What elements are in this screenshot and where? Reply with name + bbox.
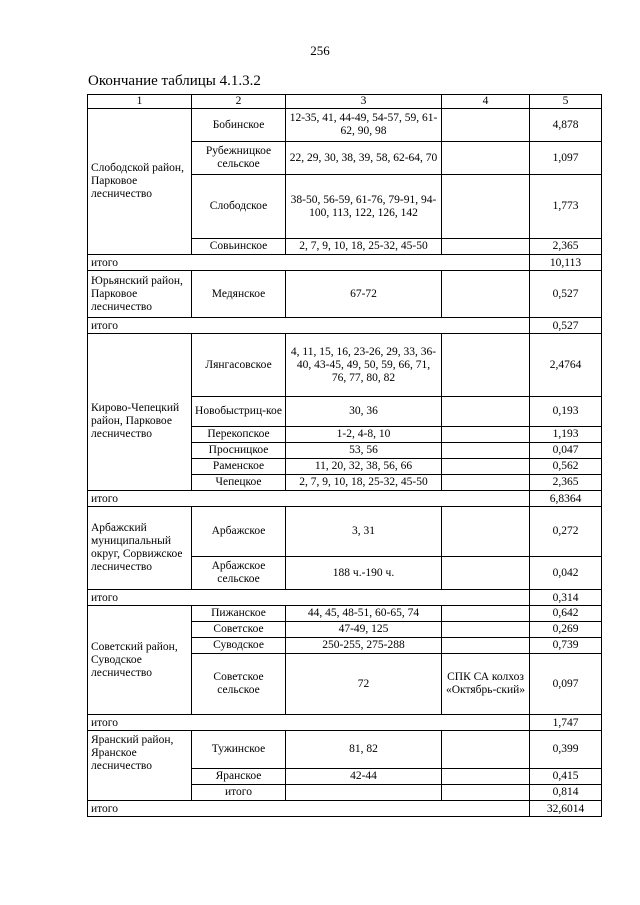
header-row <box>88 95 602 109</box>
quarters-cell: 4, 11, 15, 16, 23-26, 29, 33, 36-40, 43-45, 49, 50, 59, 66, 71, 76, 77, 80, 82 <box>286 334 442 397</box>
quarters-cell: 188 ч.-190 ч. <box>286 557 442 590</box>
total-row <box>88 491 602 507</box>
forestry-cell: Советское сельское <box>192 654 286 715</box>
area-cell: 0,415 <box>530 769 602 785</box>
district-cell: Юрьянский район, Парковое лесничество <box>88 271 192 318</box>
note-cell <box>442 475 530 491</box>
district-cell: Арбажский муниципальный округ, Сорвижское лесничество <box>88 507 192 590</box>
grand-total-row <box>88 801 602 817</box>
note-cell <box>442 109 530 142</box>
forestry-table <box>87 94 602 817</box>
area-cell: 0,642 <box>530 606 602 622</box>
total-label: итого <box>88 590 530 606</box>
area-cell: 2,365 <box>530 475 602 491</box>
note-cell: СПК СА колхоз «Октябрь-ский» <box>442 654 530 715</box>
forestry-cell: Советское <box>192 622 286 638</box>
note-cell <box>442 769 530 785</box>
header-cell: 2 <box>192 95 286 109</box>
area-cell: 0,269 <box>530 622 602 638</box>
area-cell: 2,4764 <box>530 334 602 397</box>
page-number: 256 <box>310 43 330 58</box>
quarters-cell: 38-50, 56-59, 61-76, 79-91, 94-100, 113, 122, 126, 142 <box>286 175 442 239</box>
quarters-cell: 250-255, 275-288 <box>286 638 442 654</box>
total-row <box>88 255 602 271</box>
total-value: 10,113 <box>530 255 602 271</box>
quarters-cell: 1-2, 4-8, 10 <box>286 427 442 443</box>
forestry-cell: Чепецкое <box>192 475 286 491</box>
total-value: 6,8364 <box>530 491 602 507</box>
quarters-cell: 67-72 <box>286 271 442 318</box>
total-row <box>88 590 602 606</box>
note-cell <box>442 443 530 459</box>
total-value: 0,527 <box>530 318 602 334</box>
subtotal-label: итого <box>192 785 286 801</box>
header-cell: 5 <box>530 95 602 109</box>
quarters-cell: 72 <box>286 654 442 715</box>
forestry-cell: Арбажское сельское <box>192 557 286 590</box>
area-cell: 0,042 <box>530 557 602 590</box>
subtotal-value: 0,814 <box>530 785 602 801</box>
table-caption: Окончание таблицы 4.1.3.2 <box>88 73 261 89</box>
area-cell: 1,193 <box>530 427 602 443</box>
area-cell: 2,365 <box>530 239 602 255</box>
quarters-cell: 3, 31 <box>286 507 442 557</box>
area-cell: 0,399 <box>530 731 602 769</box>
note-cell <box>442 271 530 318</box>
empty-cell <box>442 785 530 801</box>
forestry-cell: Арбажское <box>192 507 286 557</box>
total-value: 0,314 <box>530 590 602 606</box>
area-cell: 0,527 <box>530 271 602 318</box>
area-cell: 0,562 <box>530 459 602 475</box>
empty-cell <box>286 785 442 801</box>
table-row <box>88 334 602 397</box>
forestry-cell: Рубежницкое сельское <box>192 142 286 175</box>
note-cell <box>442 459 530 475</box>
forestry-cell: Тужинское <box>192 731 286 769</box>
table-row <box>88 731 602 769</box>
note-cell <box>442 427 530 443</box>
quarters-cell: 12-35, 41, 44-49, 54-57, 59, 61-62, 90, 98 <box>286 109 442 142</box>
note-cell <box>442 638 530 654</box>
note-cell <box>442 622 530 638</box>
forestry-cell: Медянское <box>192 271 286 318</box>
total-row <box>88 715 602 731</box>
note-cell <box>442 557 530 590</box>
area-cell: 0,272 <box>530 507 602 557</box>
district-cell: Кирово-Чепецкий район, Парковое лесничество <box>88 334 192 491</box>
forestry-cell: Пижанское <box>192 606 286 622</box>
area-cell: 0,047 <box>530 443 602 459</box>
quarters-cell: 11, 20, 32, 38, 56, 66 <box>286 459 442 475</box>
note-cell <box>442 142 530 175</box>
quarters-cell: 47-49, 125 <box>286 622 442 638</box>
table-row <box>88 271 602 318</box>
total-label: итого <box>88 491 530 507</box>
note-cell <box>442 239 530 255</box>
district-cell: Советский район, Суводское лесничество <box>88 606 192 715</box>
total-label: итого <box>88 255 530 271</box>
area-cell: 0,193 <box>530 397 602 427</box>
quarters-cell: 42-44 <box>286 769 442 785</box>
district-cell: Слободской район, Парковое лесничество <box>88 109 192 255</box>
grand-total-label: итого <box>88 801 530 817</box>
total-row <box>88 318 602 334</box>
quarters-cell: 30, 36 <box>286 397 442 427</box>
forestry-cell: Перекопское <box>192 427 286 443</box>
quarters-cell: 44, 45, 48-51, 60-65, 74 <box>286 606 442 622</box>
total-label: итого <box>88 715 530 731</box>
forestry-cell: Бобинское <box>192 109 286 142</box>
area-cell: 1,773 <box>530 175 602 239</box>
forestry-cell: Слободское <box>192 175 286 239</box>
total-value: 1,747 <box>530 715 602 731</box>
note-cell <box>442 731 530 769</box>
header-cell: 1 <box>88 95 192 109</box>
table-row <box>88 109 602 142</box>
header-cell: 4 <box>442 95 530 109</box>
table-row <box>88 606 602 622</box>
header-cell: 3 <box>286 95 442 109</box>
area-cell: 1,097 <box>530 142 602 175</box>
note-cell <box>442 507 530 557</box>
note-cell <box>442 397 530 427</box>
area-cell: 4,878 <box>530 109 602 142</box>
area-cell: 0,097 <box>530 654 602 715</box>
forestry-cell: Новобыстриц-кое <box>192 397 286 427</box>
forestry-cell: Просницкое <box>192 443 286 459</box>
quarters-cell: 53, 56 <box>286 443 442 459</box>
forestry-cell: Лянгасовское <box>192 334 286 397</box>
note-cell <box>442 606 530 622</box>
area-cell: 0,739 <box>530 638 602 654</box>
forestry-cell: Яранское <box>192 769 286 785</box>
table-row <box>88 507 602 557</box>
quarters-cell: 22, 29, 30, 38, 39, 58, 62-64, 70 <box>286 142 442 175</box>
total-label: итого <box>88 318 530 334</box>
forestry-cell: Совьинское <box>192 239 286 255</box>
note-cell <box>442 175 530 239</box>
quarters-cell: 81, 82 <box>286 731 442 769</box>
forestry-cell: Суводское <box>192 638 286 654</box>
note-cell <box>442 334 530 397</box>
forestry-cell: Раменское <box>192 459 286 475</box>
quarters-cell: 2, 7, 9, 10, 18, 25-32, 45-50 <box>286 239 442 255</box>
quarters-cell: 2, 7, 9, 10, 18, 25-32, 45-50 <box>286 475 442 491</box>
district-cell: Яранский район, Яранское лесничество <box>88 731 192 801</box>
grand-total-value: 32,6014 <box>530 801 602 817</box>
